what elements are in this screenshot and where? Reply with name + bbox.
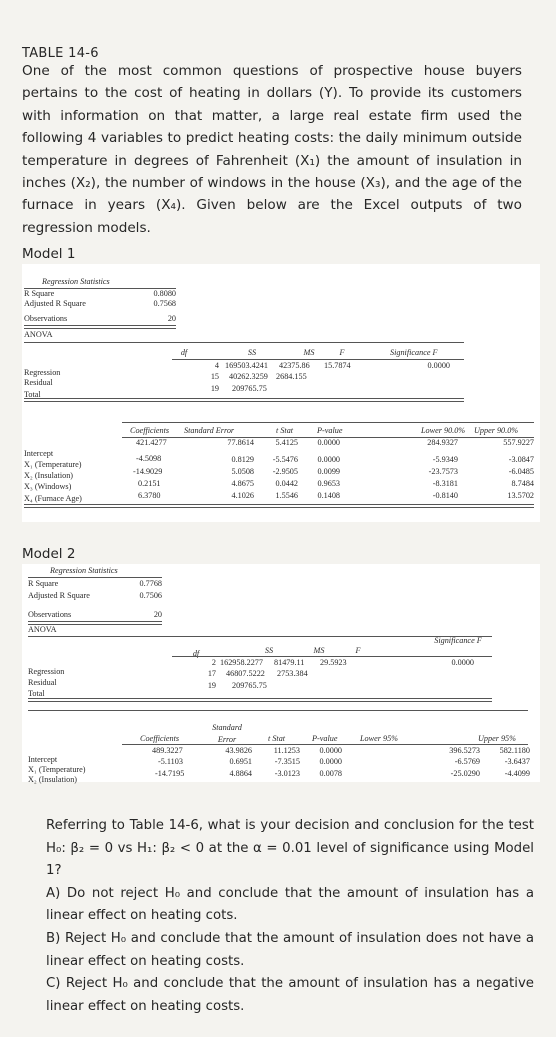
coef-row-label: X₄ (Furnace Age) [24, 494, 82, 503]
anova-label: ANOVA [24, 330, 53, 339]
stat-label: R Square [24, 289, 55, 298]
coef-p: 0.0000 [319, 757, 342, 766]
anova-row-label: Residual [28, 678, 57, 687]
coef-t: 5.4125 [275, 438, 298, 447]
coef-lower: 396.5273 [449, 746, 480, 755]
stat-label: Adjusted R Square [28, 591, 90, 600]
anova-sig: 0.0000 [427, 361, 450, 370]
coef-upper: -3.6437 [504, 757, 530, 766]
anova-row-label: Regression [24, 368, 61, 377]
coef-se: 4.8864 [229, 769, 252, 778]
coef-lower: -5.9349 [432, 455, 458, 464]
stat-value: 0.7506 [139, 591, 162, 600]
coef-upper: 13.5702 [507, 491, 534, 500]
coef-se: 77.8614 [227, 438, 254, 447]
stat-label: R Square [28, 579, 59, 588]
coef-value: -14.9029 [133, 467, 163, 476]
coef-p: 0.0099 [317, 467, 340, 476]
coef-value: -4.5098 [136, 454, 162, 463]
anova-ss: 46807.5222 [226, 669, 265, 678]
coef-p: 0.0000 [319, 746, 342, 755]
coef-se: 5.0508 [231, 467, 254, 476]
model-1-excel-output [22, 264, 540, 522]
question-block [46, 815, 534, 1018]
coef-upper: -6.0485 [508, 467, 534, 476]
anova-f: 29.5923 [320, 658, 347, 667]
stat-value: 20 [153, 610, 162, 619]
anova-ms: 42375.86 [279, 361, 310, 370]
anova-ss: 162958.2277 [220, 658, 263, 667]
coef-upper: -4.4099 [504, 769, 530, 778]
coef-col-header: P-value [317, 426, 343, 435]
coef-p: 0.0000 [317, 455, 340, 464]
coef-col-header: Standard Error [212, 723, 242, 744]
anova-row-label: Total [24, 390, 41, 399]
coef-row-label: X₁ (Temperature) [28, 765, 86, 774]
anova-col-header: df [180, 348, 188, 357]
anova-ms: 2753.384 [277, 669, 308, 678]
coef-t: -2.9505 [272, 467, 298, 476]
coef-value: -5.1103 [158, 757, 183, 766]
anova-df: 19 [210, 384, 219, 393]
coef-row-label: X₁ (Temperature) [24, 460, 82, 469]
anova-row-label: Total [28, 689, 45, 698]
coef-value: -14.7195 [155, 769, 185, 778]
coef-lower: -6.5769 [454, 757, 480, 766]
coef-t: 11.1253 [273, 746, 300, 755]
coef-row-label: Intercept [28, 755, 58, 764]
anova-ms: 2684.155 [276, 372, 307, 381]
stat-label: Observations [28, 610, 72, 619]
anova-col-header: F [339, 348, 345, 357]
answer-option-a[interactable]: A) Do not reject H₀ and conclude that the amount of insulation has a linear effect on heating cots. [46, 885, 534, 924]
model-1-label: Model 1 [22, 246, 76, 262]
coef-row-label: X₂ (Insulation) [24, 471, 74, 480]
model-2-label: Model 2 [22, 546, 76, 562]
anova-df: 15 [210, 372, 219, 381]
anova-col-header: MS [303, 348, 315, 357]
coef-row-label: X₂ (Insulation) [28, 775, 78, 784]
coef-col-header: t Stat [268, 734, 286, 743]
coef-lower: -23.7573 [428, 467, 458, 476]
stat-label: Adjusted R Square [24, 299, 86, 308]
anova-col-header: Significance F [434, 636, 482, 645]
anova-col-header: SS [247, 348, 257, 357]
coef-p: 0.9653 [317, 479, 340, 488]
coef-value: 6.3780 [138, 491, 161, 500]
coef-col-header: Upper 90.0% [474, 426, 519, 435]
coef-t: 0.0442 [275, 479, 298, 488]
coef-upper: 557.9227 [503, 438, 534, 447]
coef-value: 421.4277 [136, 438, 167, 447]
anova-col-header: F [355, 646, 361, 655]
anova-sig: 0.0000 [451, 658, 474, 667]
coef-se: 43.9826 [225, 746, 252, 755]
coef-lower: -0.8140 [432, 491, 458, 500]
coef-t: -7.3515 [274, 757, 300, 766]
anova-df: 2 [211, 658, 216, 667]
stats-header: Regression Statistics [50, 566, 118, 575]
coef-col-header: Upper 95% [478, 734, 516, 743]
coef-col-header: Standard Error [184, 426, 235, 435]
anova-label: ANOVA [28, 625, 57, 634]
coef-col-header: Lower 90.0% [421, 426, 466, 435]
intro-paragraph: One of the most common questions of prospective house buyers pertains to the cost of heating in dollars (Y). To provide its customers with information on that matter, a large real estate firm used the following 4 variables to predict heating costs: the daily minimum outside temperature in degrees of Fahrenheit (X₁) the amount of insulation in inches (X₂), the number of windows in the house (X₃), and the age of the furnace in years (X₄). Given below are the Excel outputs of two regression models. [22, 63, 522, 236]
anova-col-header: Significance F [390, 348, 438, 357]
coef-se: 4.1026 [231, 491, 254, 500]
coef-row-label: X₃ (Windows) [24, 482, 72, 491]
anova-row-label: Regression [28, 667, 65, 676]
coef-col-header: t Stat [276, 426, 294, 435]
anova-row-label: Residual [24, 378, 53, 387]
coef-upper: 582.1180 [499, 746, 530, 755]
coef-lower: 284.9327 [427, 438, 458, 447]
anova-ss: 209765.75 [232, 384, 267, 393]
anova-df: 19 [207, 681, 216, 690]
coef-upper: 8.7484 [511, 479, 534, 488]
coef-col-header: Coefficients [130, 426, 170, 435]
coef-t: 1.5546 [275, 491, 298, 500]
coef-se: 0.6951 [229, 757, 252, 766]
coef-lower: -8.3181 [432, 479, 458, 488]
answer-option-c[interactable]: C) Reject H₀ and conclude that the amount of insulation has a negative linear effect on heating costs. [46, 976, 534, 1014]
stat-value: 20 [167, 314, 176, 323]
coef-t: -3.0123 [274, 769, 300, 778]
coef-value: 0.2151 [138, 479, 161, 488]
stat-value: 0.7568 [153, 299, 176, 308]
anova-df: 17 [207, 669, 216, 678]
coef-col-header: Lower 95% [360, 734, 398, 743]
anova-ss: 169503.4241 [225, 361, 268, 370]
anova-col-header: SS [264, 646, 274, 655]
coef-value: 489.3227 [152, 746, 183, 755]
coef-col-header: Coefficients [140, 734, 180, 743]
anova-f: 15.7874 [324, 361, 351, 370]
coef-upper: -3.0847 [508, 455, 534, 464]
stat-label: Observations [24, 314, 68, 323]
anova-ss: 40262.3259 [229, 372, 268, 381]
coef-row-label: Intercept [24, 449, 54, 458]
coef-p: 0.0078 [319, 769, 342, 778]
anova-col-header: df [192, 649, 200, 658]
coef-se: 0.8129 [231, 455, 254, 464]
coef-se: 4.8675 [231, 479, 254, 488]
anova-col-header: MS [313, 646, 325, 655]
anova-ss: 209765.75 [232, 681, 267, 690]
table-title: TABLE 14-6 [22, 46, 99, 61]
coef-t: -5.5476 [272, 455, 298, 464]
coef-lower: -25.0290 [450, 769, 480, 778]
stat-value: 0.7768 [139, 579, 162, 588]
coef-p: 0.1408 [317, 491, 340, 500]
stats-header: Regression Statistics [42, 277, 110, 286]
answer-option-b[interactable]: B) Reject H₀ and conclude that the amount of insulation does not have a linear effect on heating costs. [46, 930, 534, 969]
question-text: Referring to Table 14-6, what is your decision and conclusion for the test H₀: β₂ = 0 vs H₁: β₂ < 0 at the α = 0.01 level of significance using Model 1? [46, 818, 534, 879]
coef-p: 0.0000 [317, 438, 340, 447]
coef-col-header: P-value [312, 734, 338, 743]
anova-df: 4 [214, 361, 219, 370]
anova-ms: 81479.11 [274, 658, 305, 667]
stat-value: 0.8080 [153, 289, 176, 298]
model-2-excel-output [22, 564, 540, 782]
